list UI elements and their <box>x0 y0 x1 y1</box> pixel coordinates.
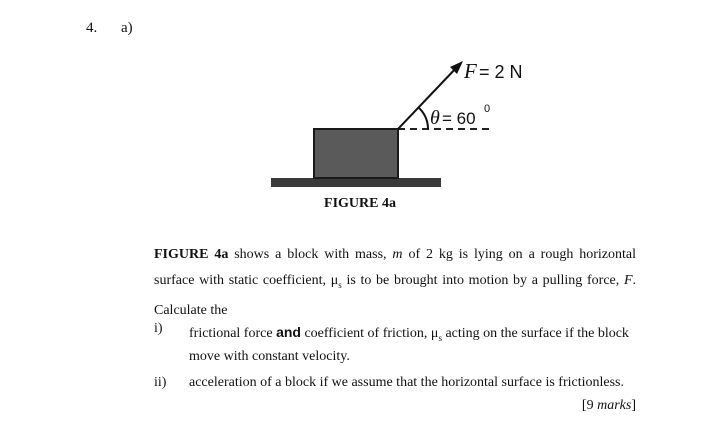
item-i-label: i) <box>154 321 163 336</box>
question-part-label: a) <box>121 20 133 36</box>
item-i-subscript: s <box>438 332 442 343</box>
body-text-3: is to be brought into motion by a pulling force, <box>341 273 624 288</box>
mu-subscript: s <box>338 279 342 290</box>
item-i-part-b: coefficient of friction, μ <box>300 326 439 341</box>
body-text-2: of 2 kg is lying on a rough horizontal surface with static coefficient, μ <box>154 247 636 288</box>
item-i-bold-and: and <box>276 324 301 340</box>
item-i-line2: move with constant velocity. <box>189 349 350 364</box>
angle-arc <box>418 107 428 129</box>
item-i-part-a: frictional force <box>189 326 277 341</box>
force-value: = 2 N <box>479 62 523 82</box>
figure-reference: FIGURE 4a <box>154 247 229 262</box>
figure-caption: FIGURE 4a <box>324 196 396 211</box>
body-text-4: . Calculate the <box>154 273 637 318</box>
angle-value: = 60 <box>442 109 476 128</box>
marks-word: marks <box>597 398 632 413</box>
block <box>314 129 398 178</box>
angle-unit: 0 <box>484 103 491 115</box>
item-i-part-c: acting on the surface if the block <box>441 326 629 341</box>
marks-close: ] <box>631 398 636 413</box>
marks-open: [9 <box>581 398 598 413</box>
item-ii-label: ii) <box>154 375 167 390</box>
question-number: 4. <box>86 20 98 36</box>
body-text-1: shows a block with mass, <box>228 247 393 262</box>
marks-label <box>582 398 636 414</box>
force-symbol: F <box>464 59 477 83</box>
question-paragraph <box>154 242 636 324</box>
force-symbol-text: F <box>623 273 633 288</box>
mass-symbol: m <box>392 247 403 262</box>
item-ii-text: acceleration of a block if we assume that the horizontal surface is frictionless. <box>189 375 624 390</box>
angle-symbol: θ <box>430 107 440 129</box>
ground-surface <box>271 178 441 187</box>
